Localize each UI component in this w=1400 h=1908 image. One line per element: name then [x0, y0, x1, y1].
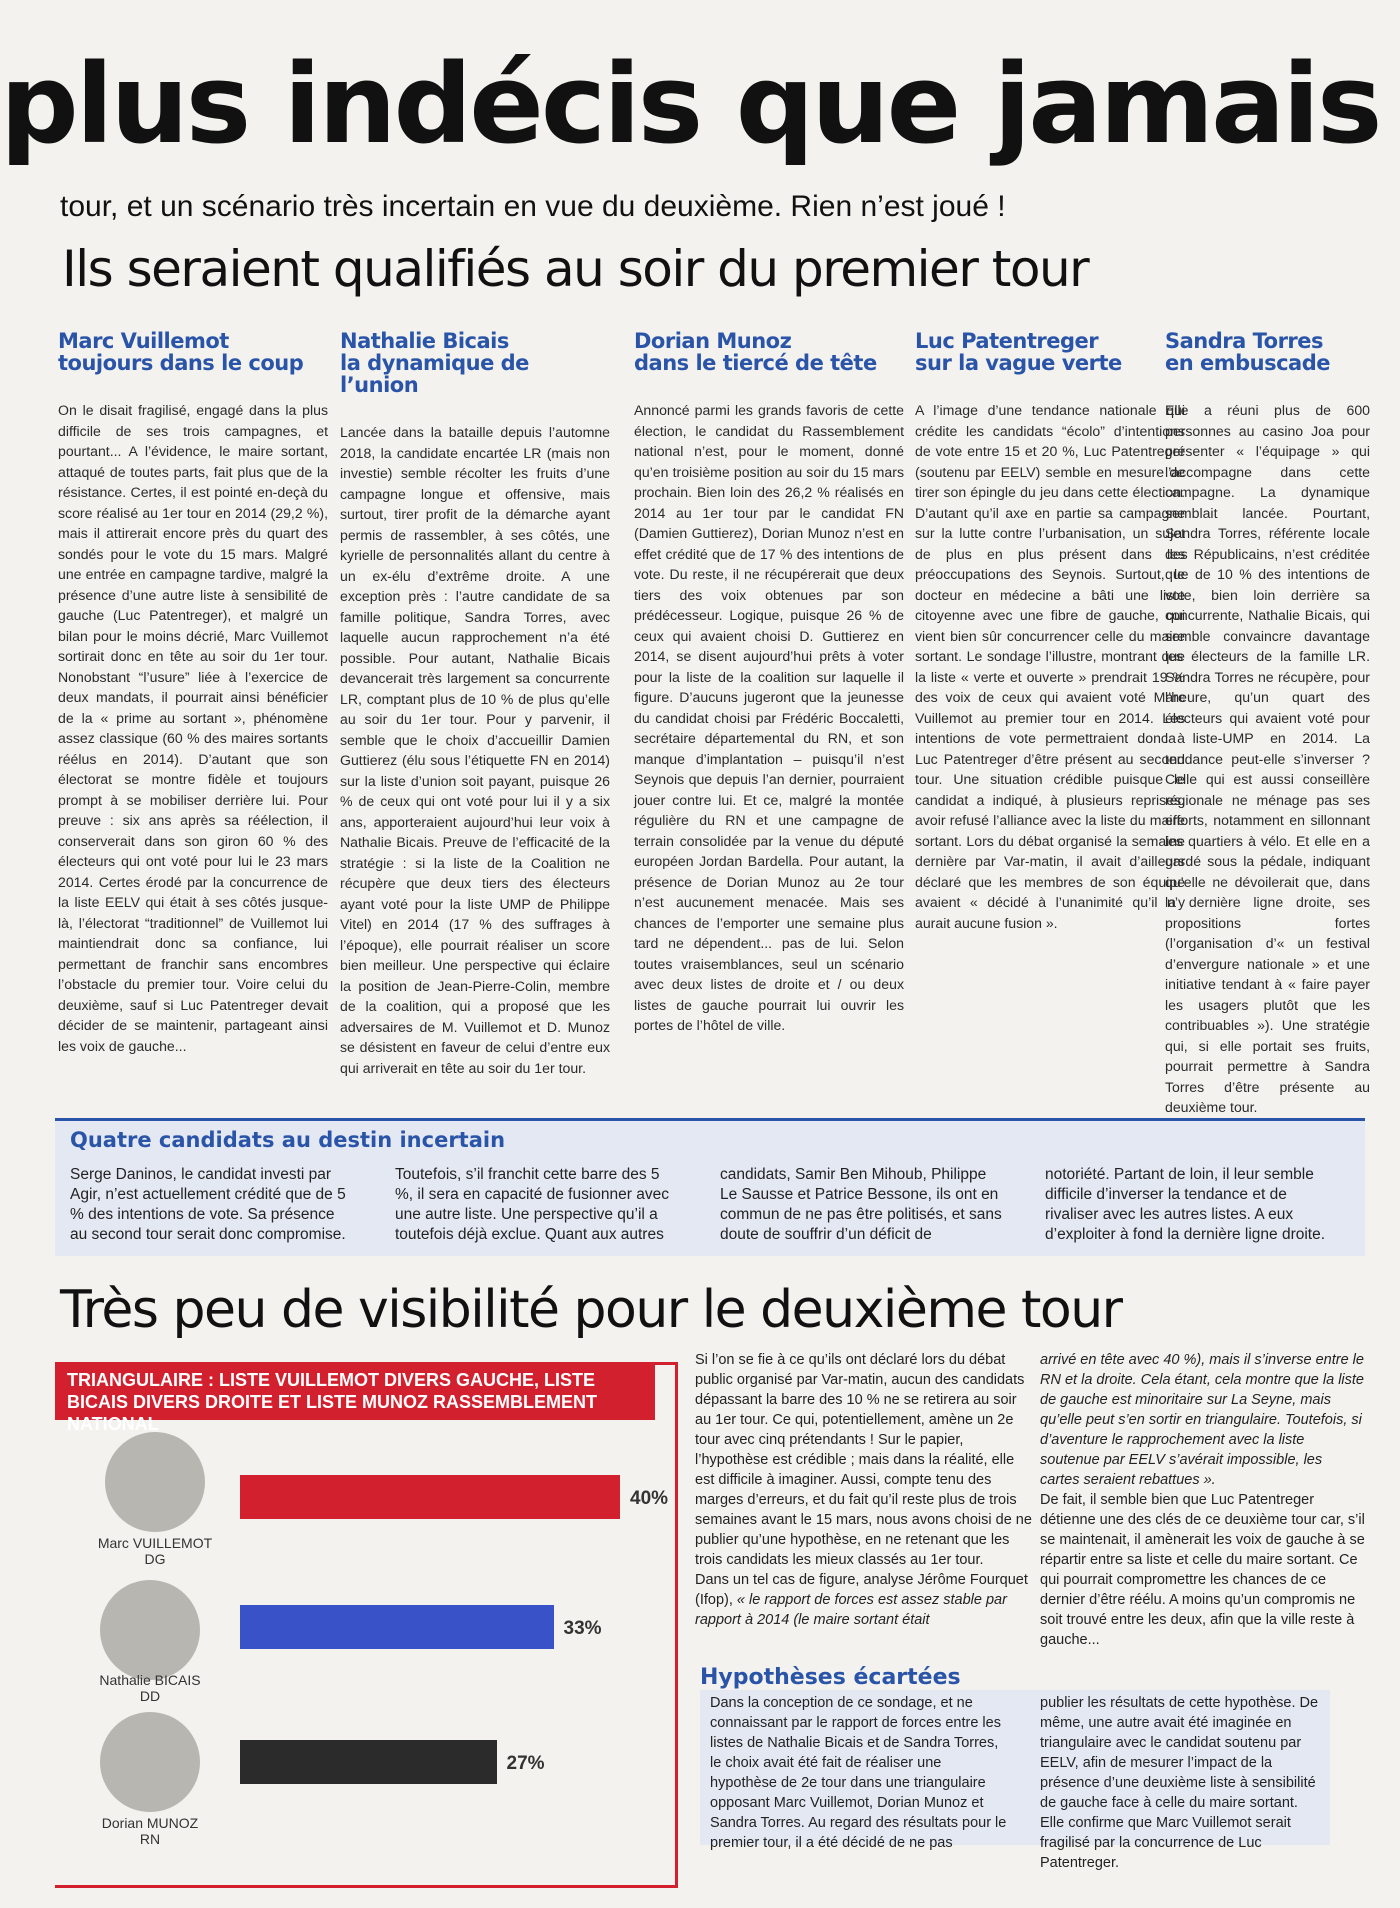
info-box-text: Toutefois, s’il franchit cette barre des 5 %, il sera en capacité de fusionner avec une autre liste. Une perspective qu’il a toutefois déjà exclue. Quant aux autres	[395, 1166, 669, 1243]
candidate-label	[75, 1815, 225, 1847]
column-heading	[1165, 330, 1370, 374]
candidate-column-bicais	[340, 330, 610, 1078]
bar-value-label: 27%	[506, 1753, 545, 1774]
column-heading-sub: dans le tiercé de tête	[634, 351, 877, 375]
column-heading-sub: la dynamique de l’union	[340, 351, 529, 397]
article-paragraph-quote	[695, 1570, 1035, 1630]
column-heading	[58, 330, 328, 374]
bar-value-label: 33%	[563, 1618, 602, 1639]
candidate-photo	[105, 1432, 205, 1532]
chart-title: TRIANGULAIRE : LISTE VUILLEMOT DIVERS GAUCHE, LISTE BICAIS DIVERS DROITE ET LISTE MUNOZ RASSEMBLEMENT NATIONAL	[55, 1362, 655, 1420]
info-box-text: notoriété. Partant de loin, il leur semble difficile d’inverser la tendance et de rivaliser avec les autres listes. A eux d’exploiter à fond la dernière ligne droite.	[1045, 1166, 1326, 1243]
second-title: Très peu de visibilité pour le deuxième tour	[60, 1280, 1122, 1340]
article-column	[1040, 1350, 1365, 1650]
candidate-column-munoz	[634, 330, 904, 1036]
bar-value-label: 40%	[630, 1488, 669, 1509]
info-box-title: Hypothèses écartées	[700, 1665, 961, 1690]
candidate-column-vuillemot	[58, 330, 328, 1056]
column-text: Lancée dans la bataille depuis l’automne 2018, la candidate encartée LR (mais non investie) semble récolter les fruits d’une campagne longue et offensive, mais surtout, tirer profit de la démarche ayant permis de rassembler, à ses côtés, une kyrielle de personnalités allant du centre à un ex-élu d’extrême droite. A une exception près : l’autre candidate de sa famille politique, Sandra Torres, avec laquelle aucun rapprochement n’a été possible. Pour autant, Nathalie Bicais devancerait très largement sa concurrente LR, comptant plus de 10 % de plus qu’elle au soir du 1er tour. Pour y parvenir, il semble que le choix d’accueillir Damien Guttierez (élu sous l’étiquette FN en 2014) sur la liste d’union soit payant, puisque 26 % de ceux qui ont voté pour lui il y a six ans, apporteraient aujourd’hui leur voix à Nathalie Bicais. Preuve de l’efficacité de la stratégie : si la liste de la Coalition ne récupère que deux tiers des électeurs ayant voté pour la liste UMP de Philippe Vitel) en 2014 (17 % des suffrages à l’époque), elle pourrait réaliser un score bien meilleur. Une perspective qui éclaire la position de Jean-Pierre-Colin, membre de la coalition, qui a proposé que les adversaires de M. Vuillemot et D. Munoz se désistent en faveur de celui d’entre eux qui arriverait en tête au soir du 1er tour.	[340, 424, 610, 1076]
chart-bar	[240, 1740, 497, 1784]
candidate-column-patentreger	[915, 330, 1185, 933]
candidate-photo	[100, 1712, 200, 1812]
candidate-column-torres	[1165, 330, 1370, 1118]
info-box-text: publier les résultats de cette hypothèse. De même, une autre avait été imaginée en triangulaire avec le candidat soutenu par EELV, afin de mesurer l’impact de la présence d’une deuxième liste à sensibilité de gauche face à celle du maire sortant. Elle confirme que Marc Vuillemot serait fragilisé par la concurrence de Luc Patentreger.	[1040, 1695, 1319, 1871]
column-heading-sub: toujours dans le coup	[58, 351, 304, 375]
candidate-name: Marc VUILLEMOT	[97, 1535, 213, 1551]
column-heading-name: Marc Vuillemot	[58, 329, 229, 353]
candidate-party: RN	[139, 1831, 161, 1847]
article-quote: arrivé en tête avec 40 %), mais il s’inverse entre le RN et la droite. Cela étant, cela montre que la liste de gauche est minoritaire sur La Seyne, mais qu’elle peut s’en sortir en triangulaire. Toutefois, si d’aventure le rapprochement avec la liste soutenue par EELV s’avérait impossible, les cartes seraient rebattues ».	[1040, 1352, 1364, 1488]
main-headline: plus indécis que jamais	[0, 40, 1380, 168]
info-box-title: Quatre candidats au destin incertain	[70, 1128, 506, 1152]
article-text: Dans un tel cas de figure, analyse Jérôme Fourquet (Ifop),	[695, 1572, 1028, 1608]
column-heading	[340, 330, 610, 396]
candidate-name: Nathalie BICAIS	[99, 1672, 201, 1688]
candidate-label	[80, 1535, 230, 1567]
candidate-party: DD	[139, 1688, 161, 1704]
chart-bar	[240, 1605, 554, 1649]
column-heading	[634, 330, 904, 374]
info-box-text: candidats, Samir Ben Mihoub, Philippe Le Sausse et Patrice Bessone, ils ont en commun de ne pas être politisés, et sans doute de souffrir d’un déficit de	[720, 1166, 1002, 1243]
article-paragraph: De fait, il semble bien que Luc Patentreger détienne une des clés de ce deuxième tour car, s’il se maintenait, il amènerait les voix de gauche à se répartir entre sa liste et celle du maire sortant. Ce qui pourrait compromettre les chances de ce dernier d’être réélu. A moins qu’un compromis ne soit trouvé entre les deux, afin que la ville reste à gauche...	[1040, 1492, 1365, 1648]
article-quote: « le rapport de forces est assez stable par rapport à 2014 (le maire sortant était	[695, 1592, 1007, 1628]
column-text: Annoncé parmi les grands favoris de cette élection, le candidat du Rassemblement national n’est, pour le moment, donné qu’en troisième position au soir du 15 mars prochain. Bien loin des 26,2 % réalisés en 2014 au 1er tour par le candidat FN (Damien Guttierez), Dorian Munoz n’est en effet crédité que de 17 % des intentions de vote. Du reste, il ne récupérerait que deux tiers des voix obtenues par son prédécesseur. Logique, puisque 26 % de ceux qui avaient choisi D. Guttierez en 2014, se disent aujourd’hui prêts à voter pour la liste de la coalition sur laquelle il figure. D’aucuns jugeront que la jeunesse du candidat choisi par Frédéric Boccaletti, secrétaire départemental du RN, et son manque d’implantation – puisqu’il n’est Seynois que depuis l’an dernier, pourraient jouer contre lui. Et ce, malgré la montée régulière du RN et une campagne de terrain consolidée par la venue du député européen Jordan Bardella. Pour autant, la présence de Dorian Munoz au 2e tour n’est aucunement menacée. Mais ses chances de l’emporter une semaine plus tard ne dépendent... pas de lui. Selon toutes vraisemblances, seul un scénario avec deux listes de droite et / ou deux listes de gauche pourrait lui ouvrir les portes de l’hôtel de ville.	[634, 402, 904, 1033]
intro-line: tour, et un scénario très incertain en vue du deuxième. Rien n’est joué !	[60, 190, 1006, 223]
candidate-name: Dorian MUNOZ	[101, 1815, 199, 1831]
article-paragraph: Si l’on se fie à ce qu’ils ont déclaré lors du débat public organisé par Var-matin, aucun des candidats dépassant la barre des 10 % ne se retirera au soir au 1er tour. Ce qui, potentiellement, amène un 2e tour avec cinq prétendants ! Sur le papier, l’hypothèse est crédible ; mais dans la réalité, elle est difficile à imaginer. Aussi, compte tenu des marges d’erreurs, et du fait qu’il reste plus de trois semaines avant le 15 mars, nous avons choisi de ne publier qu’une hypothèse, en ne retenant que les trois candidats les mieux classés au 1er tour.	[695, 1352, 1032, 1568]
candidate-photo	[100, 1580, 200, 1680]
column-heading-name: Sandra Torres	[1165, 329, 1324, 353]
candidate-party: DG	[144, 1551, 166, 1567]
column-heading	[915, 330, 1185, 374]
article-column	[695, 1350, 1035, 1630]
column-text: A l’image d’une tendance nationale qui crédite les candidats “écolo” d’intentions de vote entre 15 et 20 %, Luc Patentreger (soutenu par EELV) semble en mesure de tirer son épingle du jeu dans cette élection. D’autant qu’il axe en partie sa campagne sur la lutte contre l’urbanisation, un sujet de plus en plus présent dans les préoccupations des Seynois. Surtout, le docteur en médecine a bâti une liste citoyenne avec une fibre de gauche, qui vient bien sûr concurrencer celle du maire sortant. Le sondage l’illustre, montrant que la liste « verte et ouverte » prendrait 19 % des voix de ceux qui avaient voté Marc Vuillemot au premier tour en 2014. Les intentions de vote permettraient donc à Luc Patentreger d’être présent au second tour. Une situation crédible puisque le candidat a indiqué, à plusieurs reprises, avoir refusé l’alliance avec la liste du maire sortant. Lors du débat organisé la semaine dernière par Var-matin, il avait d’ailleurs déclaré que les membres de son équipe avaient « décidé à l’unanimité qu’il n’y aurait aucune fusion ».	[915, 402, 1185, 931]
column-heading-sub: en embuscade	[1165, 351, 1331, 375]
column-text: Elle a réuni plus de 600 personnes au casino Joa pour présenter « l’équipage » qui l’accompagne dans cette campagne. La dynamique semblait lancée. Pourtant, Sandra Torres, référente locale des Républicains, n’est créditée que de 10 % des intentions de vote, bien loin derrière sa concurrente, Nathalie Bicais, qui semble convaincre davantage les électeurs de la famille LR. Sandra Torres ne récupère, pour l’heure, qu’un quart des électeurs qui avaient voté pour la liste-UMP en 2014. La tendance peut-elle s’inverser ? Celle qui est aussi conseillère régionale ne ménage pas ses efforts, notamment en sillonnant les quartiers à vélo. Et elle en a gardé sous la pédale, indiquant qu’elle ne dévoilerait que, dans la dernière ligne droite, ses propositions fortes (l’organisation d’« un festival d’envergure nationale » et une initiative tendant à « faire payer les usagers plutôt que les contribuables »). Une stratégie qui, si elle portait ses fruits, pourrait permettre à Sandra Torres d’être présente au deuxième tour.	[1165, 402, 1370, 1115]
column-heading-name: Luc Patentreger	[915, 329, 1099, 353]
candidate-label	[75, 1672, 225, 1704]
chart-bar	[240, 1475, 620, 1519]
column-heading-name: Nathalie Bicais	[340, 329, 509, 353]
info-box-text: Serge Daninos, le candidat investi par Agir, n’est actuellement crédité que de 5 % des intentions de vote. Sa présence au second tour serait donc compromise.	[70, 1166, 346, 1243]
column-heading-sub: sur la vague verte	[915, 351, 1122, 375]
column-text: On le disait fragilisé, engagé dans la plus difficile de ses trois campagnes, et pourtant... A l’évidence, le maire sortant, attaqué de toutes parts, fait plus que de la résistance. Certes, il est pointé en-deçà du score réalisé au 1er tour en 2014 (29,2 %), mais il attirerait encore près du quart des sondés pour le vote du 15 mars. Malgré une entrée en campagne tardive, malgré la présence d’une autre liste à sensibilité de gauche (Luc Patentreger), et malgré un bilan pour le moins décrié, Marc Vuillemot sortirait donc en tête au soir du 1er tour. Nonobstant “l’usure” liée à l’exercice de deux mandats, il pourrait ainsi bénéficier de la « prime au sortant », phénomène assez classique (60 % des maires sortants réélus en 2014). D’autant que son électorat se montre fidèle et toujours prompt à se mobiliser derrière lui. Pour preuve : six ans après sa réélection, il conserverait dans son giron 60 % des électeurs qui ont voté pour lui le 23 mars 2014. Certes érodé par la concurrence de la liste EELV qui était à ses côtés jusque-là, l’électorat “traditionnel” de Vuillemot lui maintiendrait donc sa confiance, lui permettant de franchir sans encombres l’obstacle du premier tour. Voire celui du deuxième, sauf si Luc Patentreger devait décider de se maintenir, partageant ainsi les voix de gauche...	[58, 402, 328, 1054]
section-title: Ils seraient qualifiés au soir du premier tour	[62, 240, 1089, 298]
info-box-text: Dans la conception de ce sondage, et ne connaissant par le rapport de forces entre les listes de Nathalie Bicais et de Sandra Torres, le choix avait été fait de réaliser une hypothèse de 2e tour dans une triangulaire opposant Marc Vuillemot, Dorian Munoz et Sandra Torres. Au regard des résultats pour le premier tour, il a été décidé de ne pas	[710, 1695, 1007, 1851]
column-heading-name: Dorian Munoz	[634, 329, 792, 353]
